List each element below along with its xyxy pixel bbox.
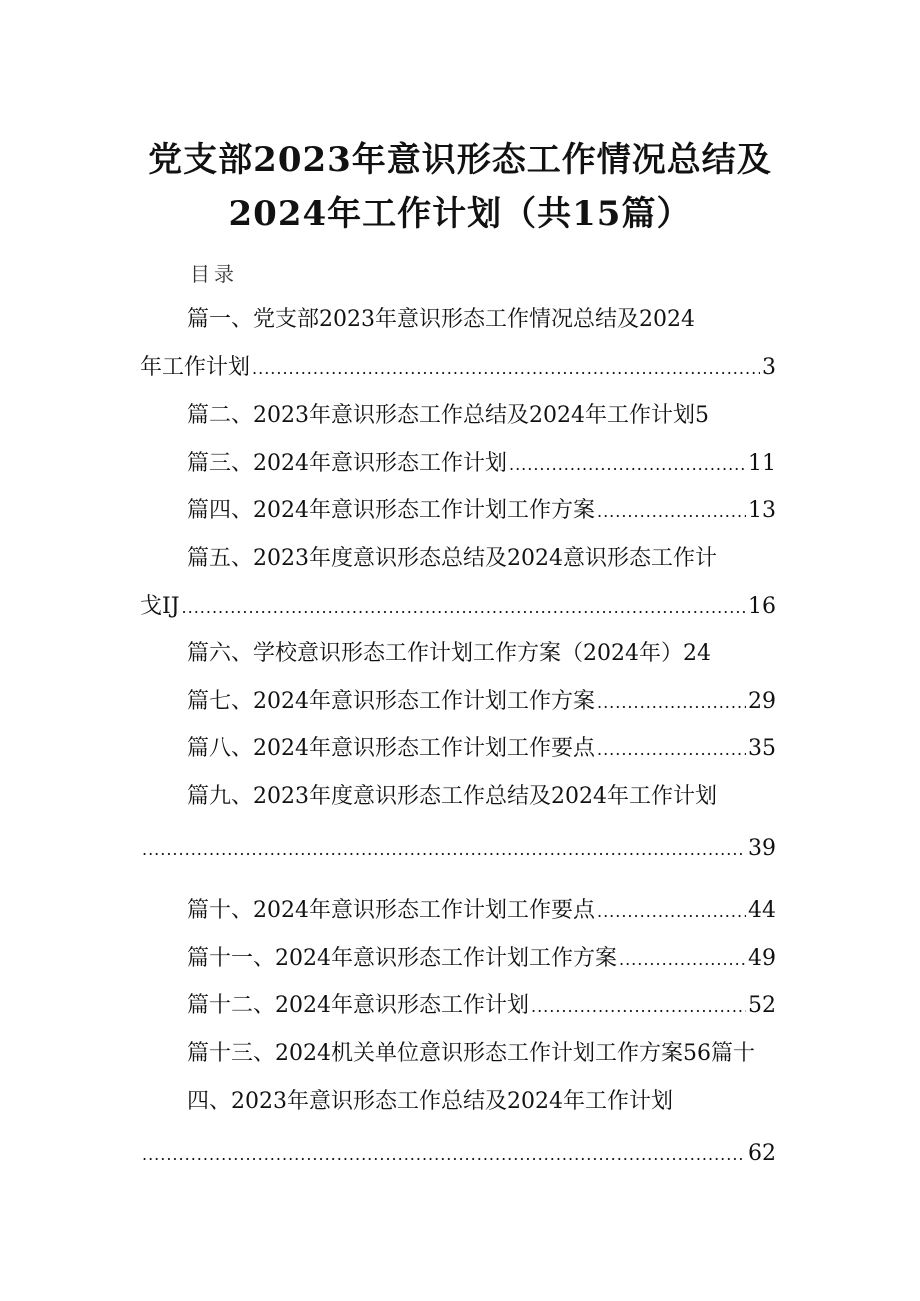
toc-entry-14-page: 62 (748, 1141, 776, 1166)
toc-entry-4-text: 篇四、2024年意识形态工作计划工作方案 (187, 498, 595, 523)
toc-entry-4 (187, 497, 776, 525)
dot-leader (142, 836, 746, 864)
toc-entry-1 (140, 354, 776, 382)
toc-entry-10 (187, 897, 776, 925)
toc-entry-14 (140, 1140, 776, 1168)
toc-entry-8-page: 35 (748, 736, 776, 761)
toc-entry-5-page: 16 (748, 594, 776, 619)
toc-entry-9-page: 39 (748, 836, 776, 861)
dot-leader (182, 594, 746, 622)
toc-entry-9 (140, 835, 776, 863)
toc-entry-12-page: 52 (748, 993, 776, 1018)
toc-entry-1-line-1: 篇一、党支部2023年意识形态工作情况总结及2024 (187, 307, 695, 332)
toc-entry-7 (187, 688, 776, 716)
toc-entry-3 (187, 450, 776, 478)
toc-entry-10-text: 篇十、2024年意识形态工作计划工作要点 (187, 898, 595, 923)
document-title-line-1: 党支部2023年意识形态工作情况总结及 (148, 140, 772, 180)
toc-entry-3-text: 篇三、2024年意识形态工作计划 (187, 451, 507, 476)
toc-entry-11-text: 篇十一、2024年意识形态工作计划工作方案 (187, 946, 617, 971)
toc-entry-6: 篇六、学校意识形态工作计划工作方案（2024年）24 (187, 641, 711, 666)
toc-heading: 目录 (190, 262, 238, 286)
dot-leader (597, 736, 746, 764)
dot-leader (142, 1141, 746, 1169)
dot-leader (597, 689, 746, 717)
dot-leader (252, 355, 760, 383)
toc-entry-14-line-1: 四、2023年意识形态工作总结及2024年工作计划 (187, 1089, 673, 1114)
document-title-line-2: 2024年工作计划（共15篇） (228, 194, 692, 234)
dot-leader (597, 498, 746, 526)
toc-entry-4-page: 13 (748, 498, 776, 523)
toc-entry-8-text: 篇八、2024年意识形态工作计划工作要点 (187, 736, 595, 761)
dot-leader (509, 451, 746, 479)
toc-entry-5-line-1: 篇五、2023年度意识形态总结及2024意识形态工作计 (187, 546, 717, 571)
toc-entry-9-line-1: 篇九、2023年度意识形态工作总结及2024年工作计划 (187, 784, 717, 809)
toc-entry-5-text: 戈IJ (140, 594, 180, 619)
toc-entry-11-page: 49 (748, 946, 776, 971)
toc-entry-5 (140, 593, 776, 621)
toc-entry-7-text: 篇七、2024年意识形态工作计划工作方案 (187, 689, 595, 714)
toc-entry-12 (187, 992, 776, 1020)
toc-entry-1-page: 3 (762, 355, 776, 380)
dot-leader (597, 898, 746, 926)
toc-entry-7-page: 29 (748, 689, 776, 714)
toc-entry-1-text: 年工作计划 (140, 355, 251, 380)
toc-entry-2: 篇二、2023年意识形态工作总结及2024年工作计划5 (187, 403, 709, 428)
toc-entry-12-text: 篇十二、2024年意识形态工作计划 (187, 993, 529, 1018)
toc-entry-10-page: 44 (748, 898, 776, 923)
dot-leader (619, 946, 746, 974)
toc-entry-13-line-1: 篇十三、2024机关单位意识形态工作计划工作方案56篇十 (187, 1041, 755, 1066)
toc-entry-8 (187, 735, 776, 763)
toc-entry-3-page: 11 (748, 451, 776, 476)
toc-entry-11 (187, 945, 776, 973)
dot-leader (531, 993, 746, 1021)
